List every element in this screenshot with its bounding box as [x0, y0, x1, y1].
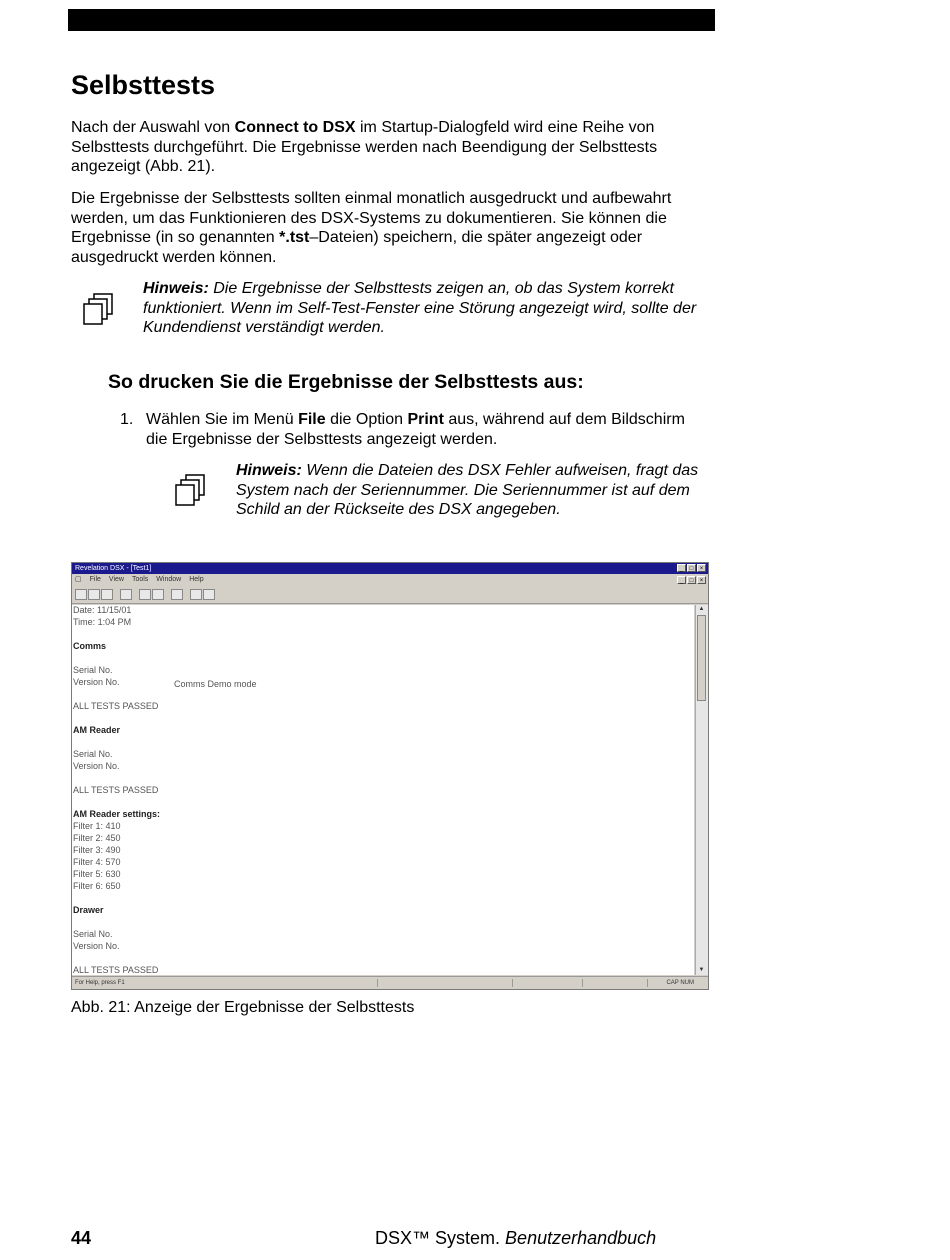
footer-doc-name: Benutzerhandbuch [505, 1228, 657, 1248]
note-icon [174, 473, 208, 507]
step-1 [120, 410, 710, 449]
menu-bar [72, 574, 708, 586]
result-line: Serial No. [73, 749, 113, 759]
result-line: Time: 1:04 PM [73, 617, 132, 627]
close-icon[interactable]: × [697, 564, 706, 572]
scroll-up-icon[interactable]: ▲ [698, 606, 705, 612]
result-line: Serial No. [73, 929, 113, 939]
note-2-text: Wenn die Dateien des DSX Fehler aufweisen, fragt das System nach der Seriennummer. Die Seriennummer ist auf dem Schild an der Rückseite des DSX angegeben. [236, 462, 699, 518]
result-line: ALL TESTS PASSED [73, 701, 159, 711]
result-line: Filter 2: 450 [73, 833, 121, 843]
result-line: ALL TESTS PASSED [73, 965, 159, 975]
page-number: 44 [71, 1228, 92, 1248]
intro-bold: Connect to DSX [234, 119, 356, 136]
note-2-label: Hinweis: [236, 462, 302, 479]
menu-view[interactable]: View [108, 576, 124, 583]
status-bar [72, 976, 708, 989]
menu-window[interactable]: Window [156, 576, 182, 583]
child-close-icon[interactable]: × [697, 576, 706, 584]
note-2 [236, 461, 716, 520]
print-preview-icon[interactable] [152, 589, 164, 600]
header-bar [68, 9, 715, 31]
document-icon: ▢ [75, 576, 82, 583]
intro-text-1: Nach der Auswahl von [71, 119, 235, 136]
result-line: Version No. [73, 677, 120, 687]
intro-text-2: im Startup-Dialogfeld wird eine Reihe von Selbsttests durchgeführt. Die Ergebnisse werden nach Beendigung der Selbsttests angezeigt (Abb. 21). [71, 119, 658, 175]
note-1-label: Hinweis: [143, 280, 209, 297]
result-line: Drawer [73, 905, 104, 915]
screenshot-window [71, 562, 709, 990]
window-titlebar [72, 563, 708, 574]
child-restore-icon[interactable]: □ [687, 576, 696, 584]
result-line: Filter 5: 630 [73, 869, 121, 879]
result-line: ALL TESTS PASSED [73, 785, 159, 795]
result-line: Version No. [73, 941, 120, 951]
note-1 [143, 279, 718, 338]
maximize-icon[interactable]: □ [687, 564, 696, 572]
child-minimize-icon[interactable]: _ [677, 576, 686, 584]
figure-caption: Abb. 21: Anzeige der Ergebnisse der Selbsttests [71, 999, 415, 1016]
results-text-1: Die Ergebnisse der Selbsttests sollten einmal monatlich ausgedruckt und aufbewahrt werden, um das Funktionieren des DSX-Systems zu dokumentieren. Sie können die Ergebnisse (in so genannten [71, 190, 672, 246]
toolbar [72, 586, 708, 604]
new-file-icon[interactable] [75, 589, 87, 600]
footer-title [375, 1228, 656, 1249]
menu-file[interactable]: File [89, 576, 101, 583]
result-line: Serial No. [73, 665, 113, 675]
note-icon [82, 292, 116, 326]
result-line: Date: 11/15/01 [73, 605, 132, 615]
comms-version-value: Comms Demo mode [174, 679, 257, 689]
result-line: Filter 4: 570 [73, 857, 121, 867]
result-line: Version No. [73, 761, 120, 771]
status-help-text: For Help, press F1 [75, 980, 125, 986]
results-bold: *.tst [279, 229, 310, 246]
status-indicators: CAP NUM [666, 980, 694, 986]
open-file-icon[interactable] [88, 589, 100, 600]
result-line: Filter 1: 410 [73, 821, 121, 831]
result-line: AM Reader [73, 725, 121, 735]
result-line: Filter 6: 650 [73, 881, 121, 891]
printer-icon[interactable] [171, 589, 183, 600]
context-help-icon[interactable] [203, 589, 215, 600]
step-1-text: Wählen Sie im Menü File die Option Print aus, während auf dem Bildschirm die Ergebnisse der Selbsttests angezeigt werden. [146, 411, 685, 448]
footer-product: DSX™ System. [375, 1228, 501, 1248]
scroll-thumb[interactable] [697, 615, 706, 701]
window-title: Revelation DSX - [Test1] [75, 565, 152, 572]
result-line: Comms [73, 641, 107, 651]
section-subheading: So drucken Sie die Ergebnisse der Selbsttests aus: [108, 371, 584, 393]
scroll-down-icon[interactable]: ▼ [698, 967, 705, 973]
menu-help[interactable]: Help [189, 576, 204, 583]
results-paragraph [71, 189, 721, 267]
result-line: Filter 3: 490 [73, 845, 121, 855]
vertical-scrollbar[interactable] [695, 605, 708, 975]
note-1-text: Die Ergebnisse der Selbsttests zeigen an, ob das System korrekt funktioniert. Wenn im Self-Test-Fenster eine Störung angezeigt wird, sollte der Kundendienst verständigt werden. [143, 280, 697, 336]
page-title: Selbsttests [71, 70, 216, 100]
cut-icon[interactable] [120, 589, 132, 600]
minimize-icon[interactable]: _ [677, 564, 686, 572]
step-1-number: 1. [120, 411, 134, 428]
help-icon[interactable] [190, 589, 202, 600]
save-icon[interactable] [101, 589, 113, 600]
print-icon[interactable] [139, 589, 151, 600]
result-line: AM Reader settings: [73, 809, 161, 819]
menu-tools[interactable]: Tools [131, 576, 149, 583]
intro-paragraph [71, 118, 721, 177]
test-results-document [72, 605, 694, 975]
results-text-2: –Dateien) speichern, die später angezeigt oder ausgedruckt werden können. [71, 229, 643, 266]
